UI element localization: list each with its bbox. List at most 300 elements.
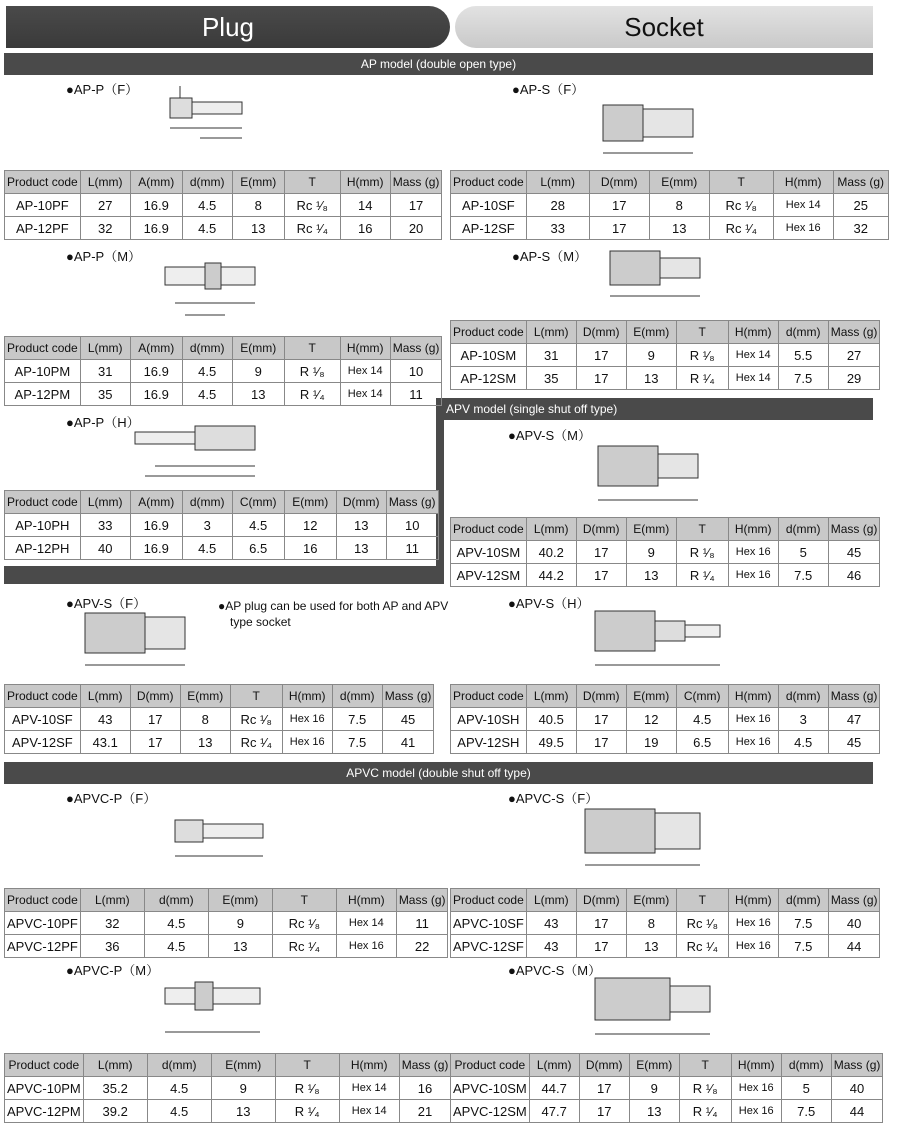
table-cell: 16.9	[130, 514, 182, 537]
table-cell: 47	[828, 708, 880, 731]
table-cell: Hex 16	[728, 912, 778, 935]
table-cell: Rc ¹⁄₈	[272, 912, 336, 935]
table-row	[451, 367, 880, 390]
table-cell: Hex 16	[728, 731, 778, 754]
table-cell: 20	[390, 217, 442, 240]
label-ap-p-f: ●AP-P（F）	[66, 82, 139, 97]
table-cell: 32	[80, 217, 130, 240]
drawing-ap-p-f	[140, 78, 250, 153]
table-cell: 3	[182, 514, 232, 537]
table-header-cell: Mass (g)	[828, 321, 880, 344]
table-header-cell: d(mm)	[182, 337, 232, 360]
table-row	[5, 1100, 451, 1123]
table-cell: R ¹⁄₈	[676, 541, 728, 564]
table-cell: 4.5	[147, 1077, 211, 1100]
table-cell: 40.5	[526, 708, 576, 731]
section-bar-apv	[436, 398, 873, 420]
table-header-cell: E(mm)	[649, 171, 709, 194]
table-cell: Hex 14	[336, 912, 396, 935]
table-cell: Hex 16	[731, 1100, 781, 1123]
table-cell: R ¹⁄₄	[676, 564, 728, 587]
table-cell: 5	[778, 541, 828, 564]
table-cell: 11	[386, 537, 438, 560]
table-cell: AP-12PH	[5, 537, 81, 560]
table-cell: Hex 16	[728, 564, 778, 587]
drawing-apvc-p-f	[155, 800, 275, 870]
table-row	[451, 1077, 883, 1100]
table-header-cell: T	[275, 1054, 339, 1077]
table-cell: Rc ¹⁄₄	[272, 935, 336, 958]
table-header-cell: L(mm)	[526, 518, 576, 541]
table-cell: 4.5	[182, 360, 232, 383]
table-cell: 16.9	[130, 194, 182, 217]
table-cell: AP-10PH	[5, 514, 81, 537]
table-header-cell: Product code	[5, 889, 81, 912]
table-cell: 39.2	[83, 1100, 147, 1123]
table-cell: R ¹⁄₈	[676, 344, 728, 367]
table-header-cell: Mass (g)	[390, 337, 442, 360]
table-cell: 36	[80, 935, 144, 958]
table-header-cell: L(mm)	[526, 321, 576, 344]
table-row	[451, 217, 889, 240]
table-header-cell: Product code	[5, 337, 81, 360]
table-header-cell: d(mm)	[144, 889, 208, 912]
table-cell: 40	[80, 537, 130, 560]
table-cell: Rc ¹⁄₈	[709, 194, 773, 217]
spec-table-apvc-p-f	[4, 888, 448, 958]
table-header-cell: D(mm)	[336, 491, 386, 514]
table-header-cell: E(mm)	[208, 889, 272, 912]
table-header-cell: Mass (g)	[382, 685, 434, 708]
table-row	[451, 912, 880, 935]
table-cell: 47.7	[529, 1100, 579, 1123]
table-cell: 13	[629, 1100, 679, 1123]
table-header-cell: A(mm)	[130, 337, 182, 360]
table-header-cell: Mass (g)	[833, 171, 888, 194]
table-cell: Hex 16	[728, 708, 778, 731]
table-cell: 9	[211, 1077, 275, 1100]
table-cell: 6.5	[232, 537, 284, 560]
drawing-apv-s-h	[575, 603, 730, 673]
table-header-cell: T	[272, 889, 336, 912]
table-row	[5, 514, 439, 537]
table-header-row	[451, 889, 880, 912]
table-cell: APVC-10SM	[451, 1077, 530, 1100]
table-header-cell: D(mm)	[576, 321, 626, 344]
table-cell: 17	[130, 708, 180, 731]
table-row	[5, 708, 434, 731]
table-cell: AP-12PM	[5, 383, 81, 406]
table-header-cell: L(mm)	[80, 685, 130, 708]
table-cell: 8	[626, 912, 676, 935]
drawing-apv-s-f	[65, 603, 205, 673]
table-row	[5, 935, 448, 958]
table-cell: 13	[232, 217, 284, 240]
section-title-apv: APV model (single shut off type)	[446, 402, 618, 416]
table-header-cell: L(mm)	[80, 889, 144, 912]
table-cell: 31	[80, 360, 130, 383]
table-cell: 43	[526, 935, 576, 958]
table-cell: 32	[833, 217, 888, 240]
table-cell: Hex 16	[728, 935, 778, 958]
table-cell: 40	[831, 1077, 883, 1100]
label-ap-p-m: ●AP-P（M）	[66, 249, 142, 264]
table-cell: 7.5	[778, 912, 828, 935]
label-apvc-p-m: ●APVC-P（M）	[66, 963, 160, 978]
table-cell: Hex 16	[336, 935, 396, 958]
table-header-cell: A(mm)	[130, 491, 182, 514]
table-cell: Hex 14	[339, 1077, 399, 1100]
table-cell: 8	[649, 194, 709, 217]
table-header-cell: Mass (g)	[831, 1054, 883, 1077]
table-cell: 22	[396, 935, 448, 958]
tab-socket[interactable]	[455, 6, 873, 48]
table-cell: Rc ¹⁄₈	[676, 912, 728, 935]
table-header-cell: L(mm)	[83, 1054, 147, 1077]
table-cell: 19	[626, 731, 676, 754]
table-header-cell: d(mm)	[778, 685, 828, 708]
table-cell: 5.5	[778, 344, 828, 367]
table-cell: 16	[399, 1077, 451, 1100]
table-cell: Rc ¹⁄₈	[284, 194, 340, 217]
label-ap-s-m: ●AP-S（M）	[512, 249, 588, 264]
table-cell: 17	[576, 935, 626, 958]
table-header-cell: d(mm)	[182, 491, 232, 514]
table-cell: 17	[130, 731, 180, 754]
table-cell: Hex 16	[282, 731, 332, 754]
drawing-apv-s-m	[578, 438, 718, 508]
table-cell: 6.5	[676, 731, 728, 754]
table-cell: 11	[396, 912, 448, 935]
table-cell: Hex 14	[340, 360, 390, 383]
table-cell: 28	[526, 194, 589, 217]
table-header-cell: D(mm)	[589, 171, 649, 194]
table-header-row	[451, 321, 880, 344]
table-cell: Hex 16	[731, 1077, 781, 1100]
table-header-row	[5, 337, 442, 360]
table-header-cell: D(mm)	[576, 685, 626, 708]
table-header-cell: Product code	[451, 518, 527, 541]
label-apvc-s-m: ●APVC-S（M）	[508, 963, 602, 978]
table-header-cell: E(mm)	[180, 685, 230, 708]
drawing-apvc-s-m	[575, 968, 730, 1048]
table-cell: 13	[211, 1100, 275, 1123]
table-cell: Hex 14	[773, 194, 833, 217]
table-cell: 21	[399, 1100, 451, 1123]
table-cell: 16	[284, 537, 336, 560]
table-header-cell: d(mm)	[778, 889, 828, 912]
table-header-cell: H(mm)	[728, 685, 778, 708]
table-cell: 8	[180, 708, 230, 731]
table-header-cell: T	[284, 171, 340, 194]
table-header-cell: E(mm)	[626, 889, 676, 912]
table-header-cell: Mass (g)	[828, 685, 880, 708]
table-header-cell: H(mm)	[336, 889, 396, 912]
table-cell: 45	[828, 541, 880, 564]
table-cell: 44	[828, 935, 880, 958]
table-cell: 13	[232, 383, 284, 406]
table-cell: 4.5	[182, 383, 232, 406]
table-cell: 17	[576, 367, 626, 390]
table-cell: APV-12SM	[451, 564, 527, 587]
table-header-cell: T	[676, 321, 728, 344]
table-header-row	[451, 1054, 883, 1077]
table-cell: APVC-12SF	[451, 935, 527, 958]
table-cell: APVC-10SF	[451, 912, 527, 935]
table-header-row	[451, 171, 889, 194]
table-header-cell: L(mm)	[529, 1054, 579, 1077]
table-cell: 17	[576, 344, 626, 367]
table-cell: 25	[833, 194, 888, 217]
table-header-cell: Mass (g)	[828, 889, 880, 912]
table-header-cell: d(mm)	[778, 321, 828, 344]
table-cell: 17	[579, 1100, 629, 1123]
table-cell: APV-10SM	[451, 541, 527, 564]
table-cell: AP-10PF	[5, 194, 81, 217]
table-row	[451, 564, 880, 587]
table-cell: 49.5	[526, 731, 576, 754]
tab-plug[interactable]	[6, 6, 450, 48]
table-cell: 9	[626, 541, 676, 564]
table-header-cell: d(mm)	[147, 1054, 211, 1077]
table-header-cell: L(mm)	[526, 685, 576, 708]
table-cell: 4.5	[778, 731, 828, 754]
table-header-cell: E(mm)	[284, 491, 336, 514]
table-row	[451, 935, 880, 958]
table-row	[451, 541, 880, 564]
table-row	[451, 708, 880, 731]
table-header-cell: L(mm)	[526, 889, 576, 912]
table-row	[5, 194, 442, 217]
table-cell: 17	[576, 708, 626, 731]
section-title-apvc: APVC model (double shut off type)	[346, 766, 531, 780]
drawing-apvc-p-m	[145, 972, 275, 1047]
table-header-cell: E(mm)	[629, 1054, 679, 1077]
table-header-cell: L(mm)	[80, 491, 130, 514]
table-cell: 13	[180, 731, 230, 754]
table-cell: 8	[232, 194, 284, 217]
table-cell: 40.2	[526, 541, 576, 564]
table-cell: 4.5	[144, 912, 208, 935]
table-header-cell: Mass (g)	[390, 171, 442, 194]
table-header-cell: L(mm)	[80, 337, 130, 360]
drawing-ap-p-m	[155, 255, 265, 330]
table-cell: 12	[284, 514, 336, 537]
table-header-row	[451, 685, 880, 708]
table-row	[451, 1100, 883, 1123]
table-header-row	[451, 518, 880, 541]
table-cell: Rc ¹⁄₈	[230, 708, 282, 731]
label-apvc-s-f: ●APVC-S（F）	[508, 791, 599, 806]
drawing-ap-p-h	[125, 422, 275, 482]
table-cell: APVC-10PM	[5, 1077, 84, 1100]
table-header-cell: H(mm)	[728, 518, 778, 541]
table-cell: 16.9	[130, 217, 182, 240]
table-cell: 5	[781, 1077, 831, 1100]
table-cell: 17	[390, 194, 442, 217]
label-apvc-p-f: ●APVC-P（F）	[66, 791, 157, 806]
drawing-apvc-s-f	[565, 795, 720, 875]
table-cell: 4.5	[144, 935, 208, 958]
section-divider-horizontal	[4, 566, 444, 584]
table-header-cell: d(mm)	[781, 1054, 831, 1077]
table-header-cell: H(mm)	[728, 321, 778, 344]
table-header-row	[5, 1054, 451, 1077]
table-cell: 13	[626, 367, 676, 390]
table-header-cell: Product code	[451, 889, 527, 912]
table-cell: 44.7	[529, 1077, 579, 1100]
table-cell: 32	[80, 912, 144, 935]
table-row	[5, 537, 439, 560]
table-cell: APVC-12SM	[451, 1100, 530, 1123]
label-apv-s-f: ●APV-S（F）	[66, 596, 147, 611]
table-header-cell: T	[284, 337, 340, 360]
table-cell: AP-12SM	[451, 367, 527, 390]
table-cell: 17	[576, 541, 626, 564]
drawing-ap-s-m	[590, 246, 715, 306]
table-cell: 4.5	[147, 1100, 211, 1123]
table-cell: 43.1	[80, 731, 130, 754]
table-cell: Hex 14	[728, 344, 778, 367]
spec-table-ap-s-m	[450, 320, 880, 390]
table-cell: 9	[232, 360, 284, 383]
table-cell: 17	[576, 564, 626, 587]
table-cell: 16.9	[130, 383, 182, 406]
table-cell: APV-12SH	[451, 731, 527, 754]
table-cell: 35.2	[83, 1077, 147, 1100]
compatibility-note	[218, 598, 448, 630]
table-cell: 43	[80, 708, 130, 731]
spec-table-ap-p-m	[4, 336, 442, 406]
table-row	[5, 217, 442, 240]
table-cell: 46	[828, 564, 880, 587]
table-cell: 17	[589, 217, 649, 240]
table-cell: APV-10SF	[5, 708, 81, 731]
table-header-cell: E(mm)	[626, 321, 676, 344]
table-header-cell: H(mm)	[282, 685, 332, 708]
table-header-cell: D(mm)	[579, 1054, 629, 1077]
table-header-cell: Product code	[5, 491, 81, 514]
table-header-cell: Mass (g)	[386, 491, 438, 514]
table-header-row	[5, 491, 439, 514]
table-cell: 35	[80, 383, 130, 406]
section-title-ap: AP model (double open type)	[360, 57, 517, 71]
table-cell: 11	[390, 383, 442, 406]
table-cell: 7.5	[781, 1100, 831, 1123]
table-cell: Hex 16	[282, 708, 332, 731]
table-cell: 7.5	[778, 564, 828, 587]
table-cell: R ¹⁄₄	[676, 367, 728, 390]
table-header-cell: Product code	[451, 685, 527, 708]
table-cell: 41	[382, 731, 434, 754]
table-cell: 16.9	[130, 360, 182, 383]
table-cell: 29	[828, 367, 880, 390]
table-cell: AP-10SF	[451, 194, 527, 217]
spec-table-ap-p-h	[4, 490, 439, 560]
table-cell: 27	[828, 344, 880, 367]
table-header-cell: d(mm)	[182, 171, 232, 194]
table-cell: 31	[526, 344, 576, 367]
label-ap-s-f: ●AP-S（F）	[512, 82, 585, 97]
table-header-cell: Product code	[451, 1054, 530, 1077]
tab-plug-label: Plug	[201, 11, 255, 42]
table-cell: 27	[80, 194, 130, 217]
table-cell: Hex 16	[728, 541, 778, 564]
table-header-cell: Product code	[451, 171, 527, 194]
table-header-cell: A(mm)	[130, 171, 182, 194]
table-header-cell: D(mm)	[576, 889, 626, 912]
section-bar-ap	[4, 53, 873, 75]
table-header-cell: Product code	[5, 171, 81, 194]
table-cell: AP-12PF	[5, 217, 81, 240]
table-cell: 13	[649, 217, 709, 240]
table-cell: 16.9	[130, 537, 182, 560]
table-header-cell: C(mm)	[676, 685, 728, 708]
table-cell: 9	[208, 912, 272, 935]
table-cell: Hex 14	[339, 1100, 399, 1123]
table-cell: Rc ¹⁄₄	[230, 731, 282, 754]
label-ap-p-h: ●AP-P（H）	[66, 415, 140, 430]
table-header-cell: T	[230, 685, 282, 708]
table-cell: 17	[579, 1077, 629, 1100]
table-header-cell: Product code	[451, 321, 527, 344]
table-cell: 7.5	[778, 367, 828, 390]
spec-table-apv-s-h	[450, 684, 880, 754]
table-header-cell: E(mm)	[232, 171, 284, 194]
table-header-cell: T	[676, 889, 728, 912]
tab-socket-label: Socket	[624, 11, 704, 42]
table-cell: 35	[526, 367, 576, 390]
spec-table-apvc-p-m	[4, 1053, 451, 1123]
table-cell: 16	[340, 217, 390, 240]
table-cell: R ¹⁄₈	[679, 1077, 731, 1100]
table-cell: 4.5	[182, 194, 232, 217]
table-header-cell: H(mm)	[340, 171, 390, 194]
table-cell: 17	[576, 731, 626, 754]
table-cell: R ¹⁄₈	[284, 360, 340, 383]
table-cell: 7.5	[332, 708, 382, 731]
table-header-cell: Mass (g)	[396, 889, 448, 912]
table-header-cell: H(mm)	[728, 889, 778, 912]
table-cell: 12	[626, 708, 676, 731]
table-cell: 4.5	[182, 217, 232, 240]
table-cell: 44	[831, 1100, 883, 1123]
table-cell: R ¹⁄₄	[284, 383, 340, 406]
table-cell: AP-10SM	[451, 344, 527, 367]
table-cell: APVC-10PF	[5, 912, 81, 935]
table-header-cell: Mass (g)	[828, 518, 880, 541]
table-cell: 40	[828, 912, 880, 935]
table-row	[451, 194, 889, 217]
table-header-cell: D(mm)	[130, 685, 180, 708]
table-cell: 13	[626, 564, 676, 587]
table-cell: 10	[390, 360, 442, 383]
spec-table-ap-s-f	[450, 170, 889, 240]
table-row	[5, 731, 434, 754]
table-cell: APVC-12PF	[5, 935, 81, 958]
table-cell: APV-12SF	[5, 731, 81, 754]
table-cell: 13	[336, 514, 386, 537]
spec-table-apvc-s-f	[450, 888, 880, 958]
table-row	[451, 731, 880, 754]
table-cell: Rc ¹⁄₄	[676, 935, 728, 958]
table-cell: 4.5	[676, 708, 728, 731]
table-header-cell: T	[679, 1054, 731, 1077]
table-header-cell: D(mm)	[576, 518, 626, 541]
table-cell: R ¹⁄₄	[679, 1100, 731, 1123]
label-apv-s-m: ●APV-S（M）	[508, 428, 591, 443]
table-header-row	[5, 685, 434, 708]
